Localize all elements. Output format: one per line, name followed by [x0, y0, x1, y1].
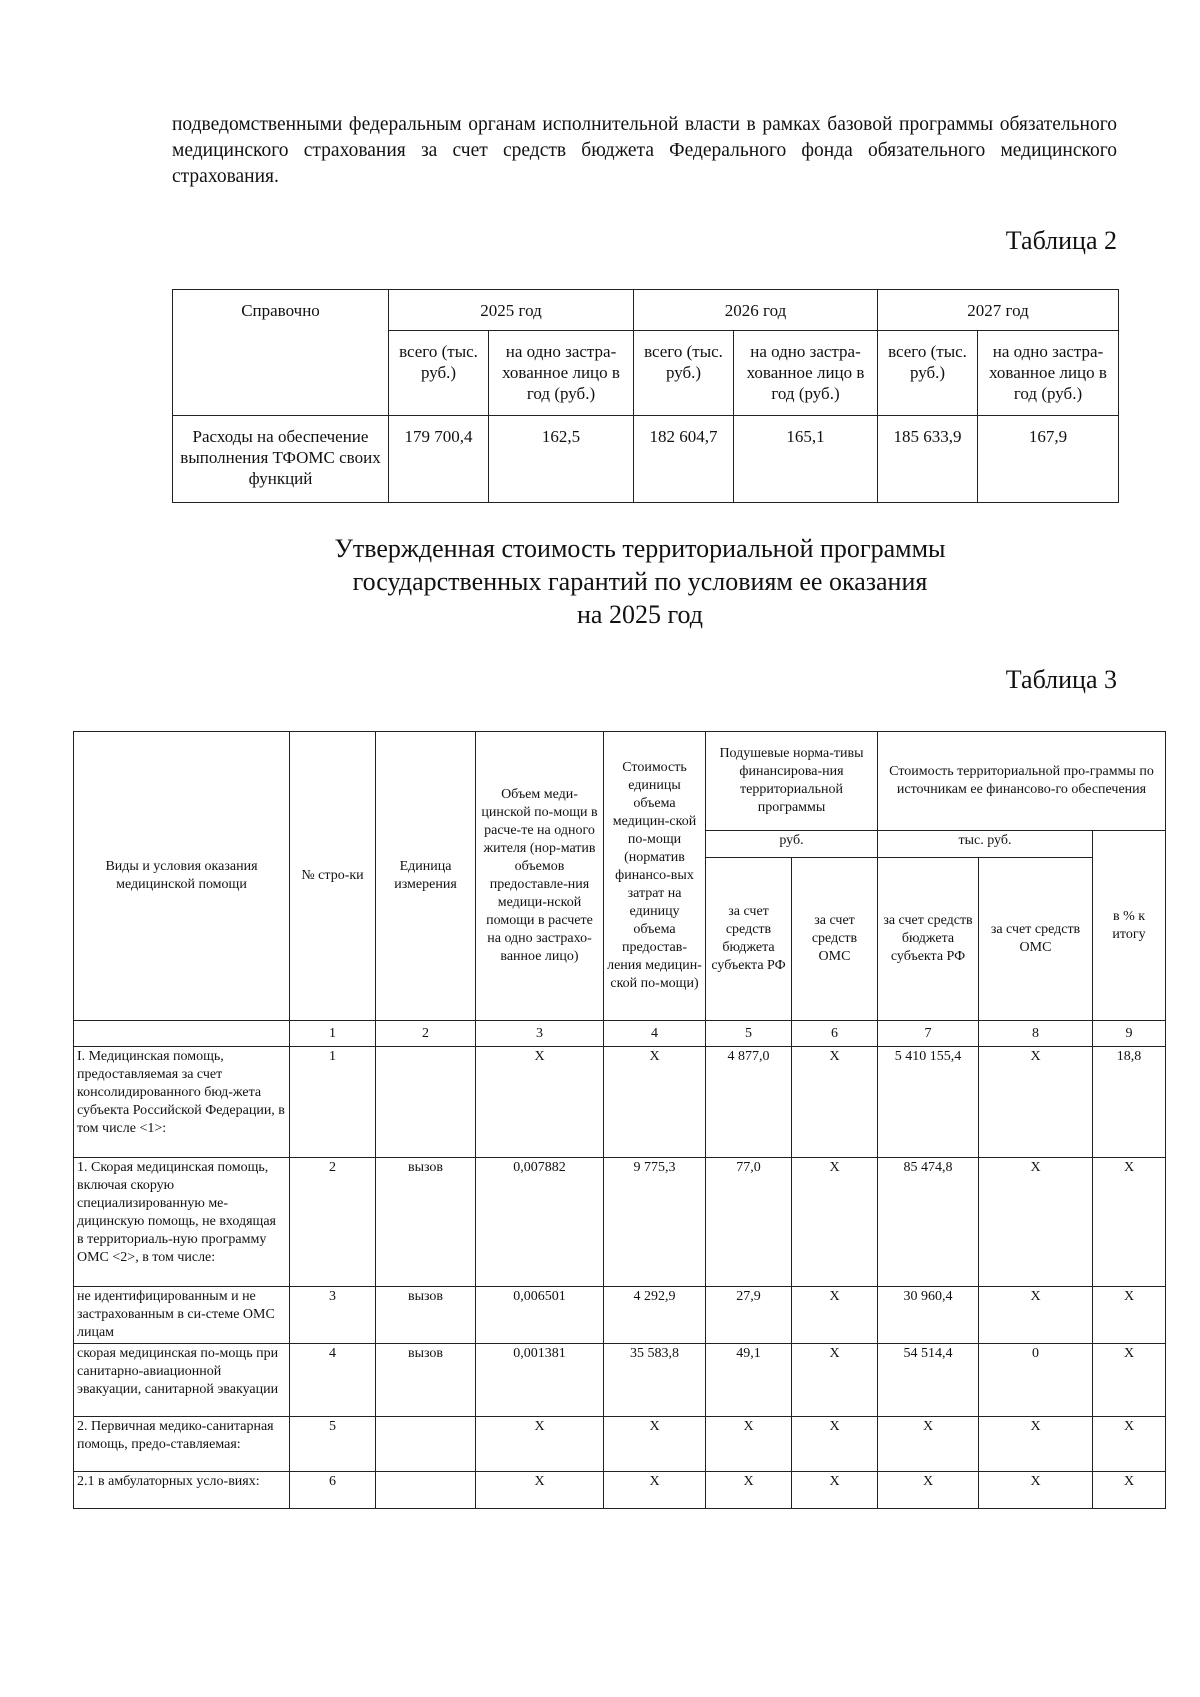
table2-ref-header: Справочно [173, 290, 389, 416]
h-budget: за счет средств бюджета субъекта РФ [706, 858, 792, 1021]
col-number: 6 [792, 1021, 878, 1047]
h-rownum: № стро-ки [290, 732, 376, 1021]
table-cell: X [476, 1472, 604, 1509]
h-percapita: Подушевые норма-тивы финансирова-ния территориальной программы [706, 732, 878, 831]
intro-paragraph: подведомственными федеральным органам исполнительной власти в рамках базовой программы обязательного медицинского страхования за счет средств бюджета Федерального фонда обязательного медицинского страхования. [172, 114, 1117, 187]
table-cell: 2 [290, 1158, 376, 1287]
table-cell: X [979, 1472, 1093, 1509]
table-cell: 6 [290, 1472, 376, 1509]
row-label: скорая медицинская по-мощь при санитарно-авиационной эвакуации, санитарной эвакуации [74, 1344, 290, 1417]
table-cell: X [792, 1287, 878, 1344]
table3-body [74, 1047, 1166, 1509]
heading-line: на 2025 год [577, 600, 703, 629]
row-label: не идентифицированным и не застрахованным в си-стеме ОМС лицам [74, 1287, 290, 1344]
table-cell: вызов [376, 1158, 476, 1287]
table-cell: 0,006501 [476, 1287, 604, 1344]
table-cell: X [476, 1417, 604, 1472]
table-cell: X [1093, 1287, 1166, 1344]
table-row [74, 1472, 1166, 1509]
table-cell: X [706, 1472, 792, 1509]
col-number: 3 [476, 1021, 604, 1047]
table-cell: X [604, 1472, 706, 1509]
table2-caption: Таблица 2 [1005, 226, 1117, 255]
table-row [74, 1417, 1166, 1472]
table-cell: 4 877,0 [706, 1047, 792, 1158]
table-row [74, 1344, 1166, 1417]
heading-line: государственных гарантий по условиям ее оказания [352, 567, 928, 596]
table-cell: X [792, 1417, 878, 1472]
table-cell: X [792, 1472, 878, 1509]
table2-year-header: 2026 год [634, 290, 878, 331]
h-unit: Единица измерения [376, 732, 476, 1021]
table-cell [376, 1417, 476, 1472]
table-cell: X [604, 1417, 706, 1472]
table-cell: X [792, 1344, 878, 1417]
col-number: 2 [376, 1021, 476, 1047]
table3 [73, 731, 1166, 1509]
h-program-cost: Стоимость территориальной про-граммы по источникам ее финансово-го обеспечения [878, 732, 1166, 831]
table2-cell: 185 633,9 [878, 416, 978, 503]
h-rub: руб. [706, 831, 878, 858]
table-cell: X [979, 1287, 1093, 1344]
col-number [74, 1021, 290, 1047]
table-cell: X [1093, 1344, 1166, 1417]
h-volume: Объем меди-цинской по-мощи в расче-те на одного жителя (нор-матив объемов предоставле-ния медици-нской помощи в расчете на одно застрахо-ванное лицо) [476, 732, 604, 1021]
table-cell: X [979, 1417, 1093, 1472]
table-cell: 49,1 [706, 1344, 792, 1417]
table-cell: 85 474,8 [878, 1158, 979, 1287]
table-cell: 54 514,4 [878, 1344, 979, 1417]
table2-sub-total: всего (тыс. руб.) [389, 331, 489, 416]
table2-cell: 167,9 [978, 416, 1119, 503]
table-cell: 27,9 [706, 1287, 792, 1344]
row-label: 1. Скорая медицинская помощь, включая скорую специализированную ме-дицинскую помощь, не входящая в территориаль-ную программу ОМС <2>, в том числе: [74, 1158, 290, 1287]
h-oms: за счет средств ОМС [792, 858, 878, 1021]
col-number: 4 [604, 1021, 706, 1047]
table-cell [376, 1472, 476, 1509]
table2-row-label: Расходы на обеспечение выполнения ТФОМС своих функций [173, 416, 389, 503]
heading-line: Утвержденная стоимость территориальной программы [334, 534, 946, 563]
table-cell: вызов [376, 1344, 476, 1417]
table-row [74, 1287, 1166, 1344]
table-cell: 0 [979, 1344, 1093, 1417]
table-cell: X [476, 1047, 604, 1158]
table-cell: 77,0 [706, 1158, 792, 1287]
table-cell: X [1093, 1472, 1166, 1509]
row-label: 2.1 в амбулаторных усло-виях: [74, 1472, 290, 1509]
table2-cell: 162,5 [489, 416, 634, 503]
table-cell: 1 [290, 1047, 376, 1158]
table-cell: 30 960,4 [878, 1287, 979, 1344]
table-row [74, 1158, 1166, 1287]
table-cell: X [1093, 1158, 1166, 1287]
table-cell: 5 410 155,4 [878, 1047, 979, 1158]
h-thrub: тыс. руб. [878, 831, 1093, 858]
table2 [172, 289, 1119, 503]
table-cell: X [878, 1472, 979, 1509]
section-heading [260, 532, 1020, 631]
table2-cell: 165,1 [734, 416, 878, 503]
table-cell: вызов [376, 1287, 476, 1344]
table-cell: X [979, 1047, 1093, 1158]
table-cell [376, 1047, 476, 1158]
table-cell: 5 [290, 1417, 376, 1472]
row-label: 2. Первичная медико-санитарная помощь, предо-ставляемая: [74, 1417, 290, 1472]
table-cell: 18,8 [1093, 1047, 1166, 1158]
row-label: I. Медицинская помощь, предоставляемая за счет консолидированного бюд-жета субъекта Российской Федерации, в том числе <1>: [74, 1047, 290, 1158]
table-cell: 9 775,3 [604, 1158, 706, 1287]
table-cell: 0,001381 [476, 1344, 604, 1417]
h-budget: за счет средств бюджета субъекта РФ [878, 858, 979, 1021]
table2-sub-per: на одно застра-хованное лицо в год (руб.) [978, 331, 1119, 416]
h-kinds: Виды и условия оказания медицинской помощи [74, 732, 290, 1021]
table2-sub-per: на одно застра-хованное лицо в год (руб.) [734, 331, 878, 416]
table-cell: X [878, 1417, 979, 1472]
table-cell: X [792, 1158, 878, 1287]
table3-caption: Таблица 3 [1005, 665, 1117, 694]
col-number: 7 [878, 1021, 979, 1047]
table-cell: 0,007882 [476, 1158, 604, 1287]
h-oms: за счет средств ОМС [979, 858, 1093, 1021]
h-pct: в % к итогу [1093, 831, 1166, 1021]
table-cell: X [792, 1047, 878, 1158]
table-cell: 4 292,9 [604, 1287, 706, 1344]
table2-sub-total: всего (тыс. руб.) [634, 331, 734, 416]
table2-sub-per: на одно застра-хованное лицо в год (руб.) [489, 331, 634, 416]
table-cell: 35 583,8 [604, 1344, 706, 1417]
table2-sub-total: всего (тыс. руб.) [878, 331, 978, 416]
table2-cell: 182 604,7 [634, 416, 734, 503]
table2-cell: 179 700,4 [389, 416, 489, 503]
col-number: 1 [290, 1021, 376, 1047]
table-cell: 3 [290, 1287, 376, 1344]
h-cost: Стоимость единицы объема медицин-ской по-мощи (норматив финансо-вых затрат на единицу объема предостав-ления медицин-ской по-мощи) [604, 732, 706, 1021]
table2-year-header: 2027 год [878, 290, 1119, 331]
col-number: 8 [979, 1021, 1093, 1047]
table-cell: X [979, 1158, 1093, 1287]
col-number: 5 [706, 1021, 792, 1047]
col-number: 9 [1093, 1021, 1166, 1047]
table2-year-header: 2025 год [389, 290, 634, 331]
table-cell: 4 [290, 1344, 376, 1417]
table-cell: X [1093, 1417, 1166, 1472]
table-cell: X [706, 1417, 792, 1472]
table-cell: X [604, 1047, 706, 1158]
table-row [74, 1047, 1166, 1158]
